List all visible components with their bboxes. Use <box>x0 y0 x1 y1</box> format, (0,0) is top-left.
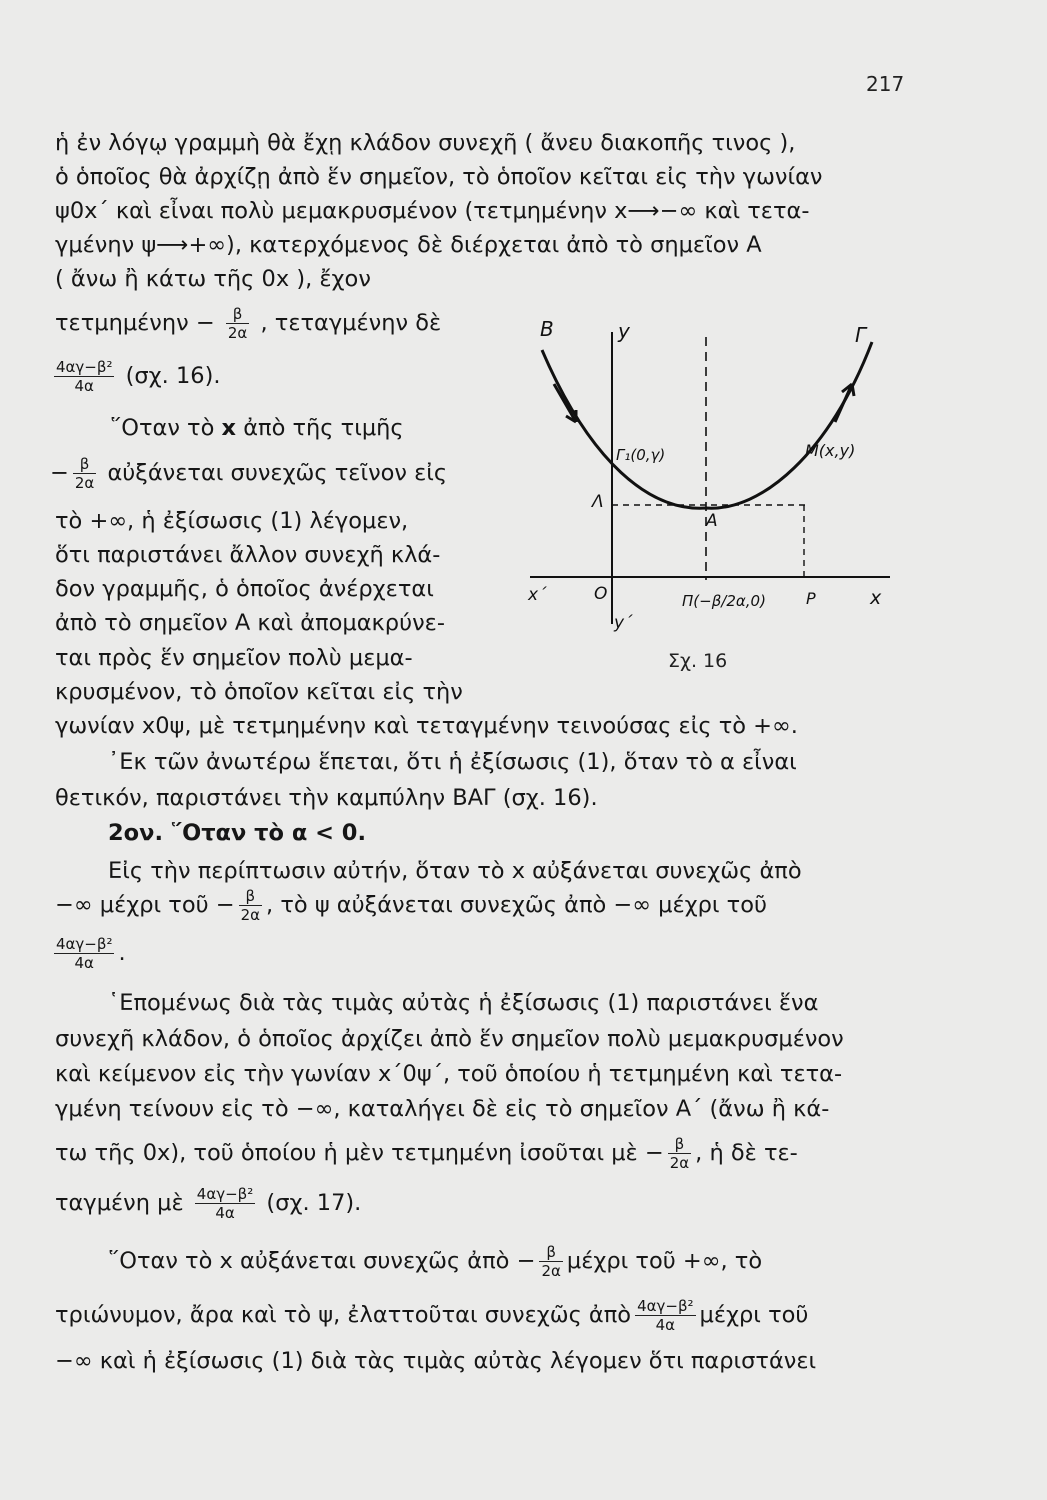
text-line <box>55 887 767 924</box>
text-line: καὶ κείμενον εἰς τὴν γωνίαν x΄0ψ΄, τοῦ ὁποίου ἡ τετμημένη καὶ τετα- <box>55 1061 843 1087</box>
parabola-figure <box>500 312 910 652</box>
text-segment: τετμημένην − <box>55 310 215 336</box>
fraction <box>635 1297 695 1334</box>
text-line <box>55 1135 798 1172</box>
text-line: ῾Επομένως διὰ τὰς τιμὰς αὐτὰς ἡ ἐξίσωσις (1) παριστάνει ἕνα <box>108 990 819 1016</box>
text-line: ὅτι παριστάνει ἄλλον συνεχῆ κλά- <box>55 542 441 568</box>
text-line: γωνίαν x0ψ, μὲ τετμημένην καὶ τεταγμένην τεινούσας εἰς τὸ +∞. <box>55 713 798 739</box>
text-segment: τω τῆς 0x), τοῦ ὁποίου ἡ μὲν τετμημένη ἰσοῦται μὲ − <box>55 1140 664 1166</box>
label-y-prime: y΄ <box>614 613 633 633</box>
text-line: Εἰς τὴν περίπτωσιν αὐτήν, ὅταν τὸ x αὐξάνεται συνεχῶς ἀπὸ <box>108 858 802 884</box>
text-line: δον γραμμῆς, ὁ ὁποῖος ἀνέρχεται <box>55 576 434 602</box>
text-segment: τριώνυμον, ἄρα καὶ τὸ ψ, ἐλαττοῦται συνεχῶς ἀπὸ <box>55 1302 632 1328</box>
fraction-numerator: 4αγ−β² <box>196 1185 254 1203</box>
label-x: x <box>870 587 882 609</box>
text-line: γμένην ψ⟶+∞), κατερχόμενος δὲ διέρχεται ἀπὸ τὸ σημεῖον Α <box>55 232 762 258</box>
fraction-denominator: 2α <box>74 474 95 492</box>
label-rho: P <box>806 589 816 608</box>
text-line: ψ0x΄ καὶ εἶναι πολὺ μεμακρυσμένον (τετμημένην x⟶−∞ καὶ τετα- <box>55 198 810 224</box>
text-segment: ῞Οταν τὸ <box>110 415 215 441</box>
text-line: ἡ ἐν λόγῳ γραμμὴ θὰ ἔχῃ κλάδον συνεχῆ ( ἄνευ διακοπῆς τινος ), <box>55 130 796 156</box>
page-number: 217 <box>866 72 905 96</box>
fraction-numerator: β <box>239 887 262 906</box>
text-line: κρυσμένον, τὸ ὁποῖον κεῖται εἰς τὴν <box>55 679 463 705</box>
text-line: ᾿Εκ τῶν ἀνωτέρω ἕπεται, ὅτι ἡ ἐξίσωσις (1), ὅταν τὸ α εἶναι <box>108 749 797 775</box>
text-line <box>50 935 126 972</box>
label-x-prime: x΄ <box>528 585 547 605</box>
text-line: ἀπὸ τὸ σημεῖον Α καὶ ἀπομακρύνε- <box>55 610 445 636</box>
text-segment: . <box>118 940 126 966</box>
text-line <box>55 1297 808 1334</box>
fraction-denominator: 2α <box>669 1154 690 1172</box>
text-segment: ἀπὸ τῆς τιμῆς <box>243 415 404 441</box>
text-segment: μέχρι τοῦ +∞, τὸ <box>566 1248 763 1274</box>
label-origin: O <box>594 584 608 604</box>
text-line <box>50 358 221 395</box>
fraction-numerator: 4αγ−β² <box>56 358 113 376</box>
text-line <box>55 305 441 342</box>
label-g: Γ <box>855 323 867 347</box>
fraction <box>226 305 249 342</box>
text-line <box>108 1243 762 1280</box>
text-line: θετικόν, παριστάνει τὴν καμπύλην ΒΑΓ (σχ. 16). <box>55 785 598 811</box>
fraction-numerator: β <box>668 1135 691 1154</box>
fraction-numerator: β <box>226 305 249 324</box>
fraction <box>239 887 262 924</box>
text-line: ται πρὸς ἕν σημεῖον πολὺ μεμα- <box>55 645 413 671</box>
text-line <box>55 1185 361 1222</box>
text-segment: (σχ. 16). <box>125 363 221 389</box>
text-segment: μέχρι τοῦ <box>699 1302 809 1328</box>
label-m: M(x,y) <box>805 441 856 460</box>
text-line: συνεχῆ κλάδον, ὁ ὁποῖος ἀρχίζει ἀπὸ ἕν σημεῖον πολὺ μεμακρυσμένον <box>55 1026 844 1052</box>
fraction-numerator: β <box>539 1243 562 1262</box>
fraction-denominator: 4α <box>74 377 94 395</box>
text-segment: (σχ. 17). <box>266 1190 362 1216</box>
text-line: τὸ +∞, ἡ ἐξίσωσις (1) λέγομεν, <box>55 508 409 534</box>
parabola-curve <box>542 342 872 508</box>
label-pi: Π(−β/2α,0) <box>682 592 766 610</box>
fraction-denominator: 2α <box>240 906 261 924</box>
label-a: A <box>706 511 718 531</box>
text-segment: −∞ μέχρι τοῦ − <box>55 892 235 918</box>
fraction-denominator: 4α <box>655 1316 676 1334</box>
text-line: ( ἄνω ἢ κάτω τῆς 0x ), ἔχον <box>55 266 371 292</box>
fraction-denominator: 2α <box>541 1262 561 1280</box>
fraction <box>54 935 114 972</box>
fraction-numerator: 4αγ−β² <box>637 1297 694 1315</box>
label-lambda: Λ <box>592 492 604 512</box>
fraction-denominator: 2α <box>227 324 248 342</box>
text-segment: αὐξάνεται συνεχῶς τεῖνον εἰς <box>107 460 448 486</box>
fraction-numerator: β <box>73 455 96 474</box>
fraction <box>73 455 96 492</box>
text-line: γμένη τείνουν εἰς τὸ −∞, καταλήγει δὲ εἰς τὸ σημεῖον Α΄ (ἄνω ἢ κά- <box>55 1096 830 1122</box>
fraction <box>539 1243 562 1280</box>
text-segment: ῞Οταν τὸ x αὐξάνεται συνεχῶς ἀπὸ − <box>108 1248 536 1274</box>
fraction <box>195 1185 255 1222</box>
text-segment: , τὸ ψ αὐξάνεται συνεχῶς ἀπὸ −∞ μέχρι τοῦ <box>266 892 768 918</box>
fraction-denominator: 4α <box>74 954 94 972</box>
text-segment: , τεταγμένην δὲ <box>260 310 442 336</box>
figure-caption: Σχ. 16 <box>668 650 728 672</box>
text-line: −∞ καὶ ἡ ἐξίσωσις (1) διὰ τὰς τιμὰς αὐτὰς λέγομεν ὅτι παριστάνει <box>55 1348 817 1374</box>
fraction-numerator: 4αγ−β² <box>56 935 113 953</box>
text-line <box>50 455 447 492</box>
label-y: y <box>618 319 630 343</box>
left-branch-arrow <box>554 384 576 422</box>
text-line: ὁ ὁποῖος θὰ ἀρχίζῃ ἀπὸ ἕν σημεῖον, τὸ ὁποῖον κεῖται εἰς τὴν γωνίαν <box>55 164 823 190</box>
text-segment: x <box>221 415 237 441</box>
fraction <box>668 1135 691 1172</box>
label-g1: Γ₁(0,γ) <box>616 446 666 464</box>
fraction-denominator: 4α <box>215 1204 235 1222</box>
text-segment: − <box>50 460 69 486</box>
text-segment: ταγμένη μὲ <box>55 1190 184 1216</box>
section-heading: 2ον. ῞Οταν τὸ α < 0. <box>108 820 367 846</box>
label-b: Β <box>540 317 554 341</box>
text-line <box>110 413 404 443</box>
text-segment: , ἡ δὲ τε- <box>695 1140 798 1166</box>
fraction <box>54 358 114 395</box>
